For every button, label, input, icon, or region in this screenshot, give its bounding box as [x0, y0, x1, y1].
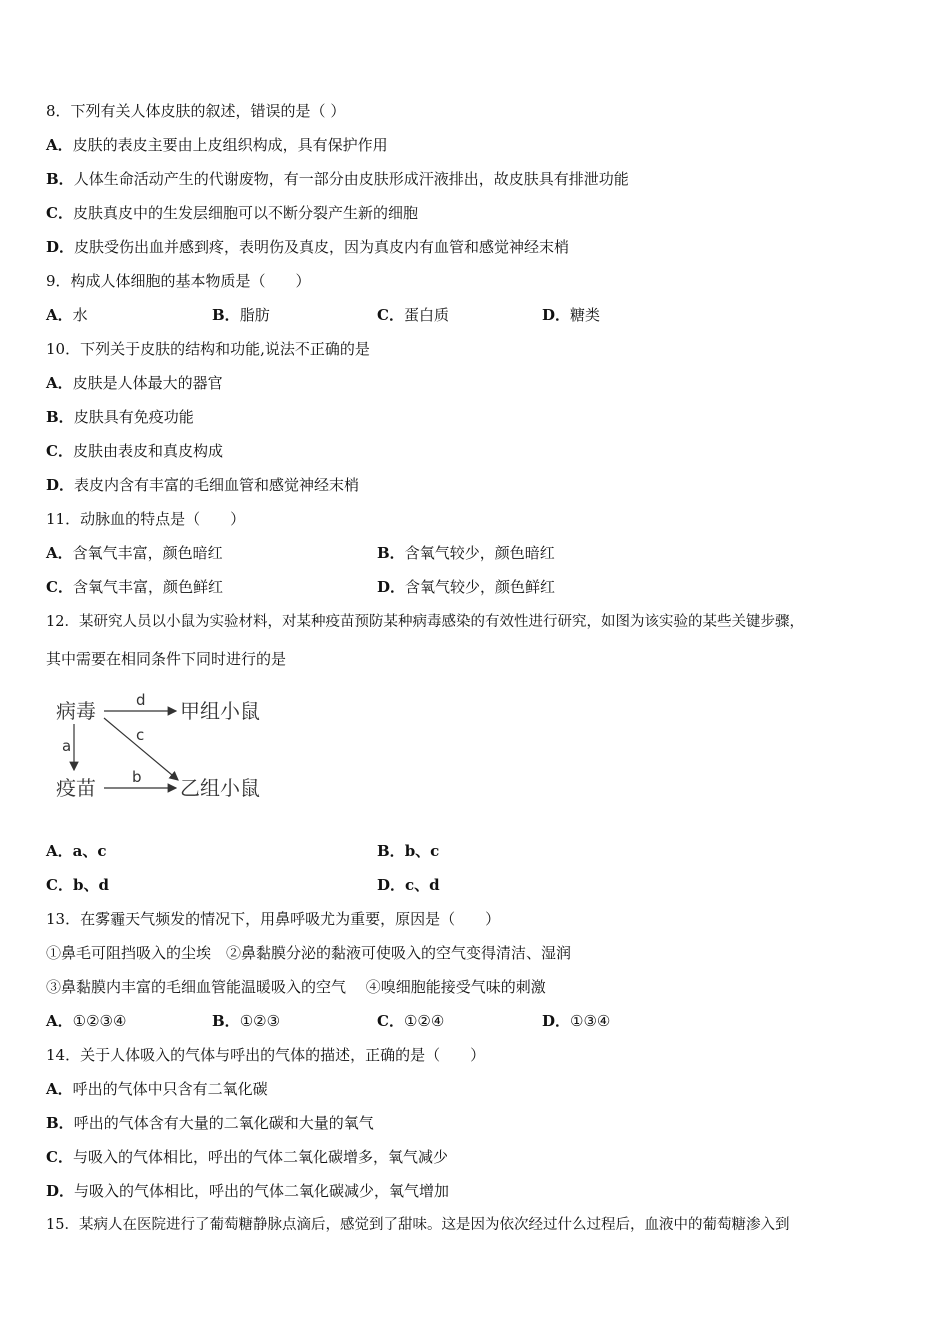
option-label: C． — [46, 442, 73, 460]
option-text: 含氧气丰富，颜色鲜红 — [72, 578, 223, 596]
q10-option-c[interactable] — [46, 441, 223, 461]
option-label: B． — [46, 1114, 74, 1132]
q13-option-b[interactable] — [212, 1011, 280, 1031]
q14-option-d[interactable] — [46, 1181, 449, 1201]
q9-option-b[interactable] — [212, 305, 270, 325]
option-text: 皮肤的表皮主要由上皮组织构成，具有保护作用 — [72, 136, 388, 154]
q8-option-d[interactable] — [46, 237, 569, 257]
option-text: 皮肤是人体最大的器官 — [72, 374, 223, 392]
option-text: 含氧气较少，颜色暗红 — [404, 544, 555, 562]
option-label: C． — [46, 1148, 73, 1166]
q14-option-a[interactable] — [46, 1079, 268, 1099]
option-label: D． — [46, 238, 75, 256]
option-text: 含氧气较少，颜色鲜红 — [405, 578, 556, 596]
q13-stem: 13．在雾霾天气频发的情况下，用鼻呼吸尤为重要，原因是（ ） — [46, 910, 501, 928]
q12-stem-line-2: 其中需要在相同条件下同时进行的是 — [46, 650, 287, 668]
q14-option-b[interactable] — [46, 1113, 374, 1133]
arrow-b-label: b — [132, 768, 142, 786]
option-label: A． — [46, 842, 73, 860]
q11-option-b[interactable] — [377, 543, 555, 563]
option-label: B． — [377, 544, 405, 562]
option-text: 呼出的气体含有大量的二氧化碳和大量的氧气 — [73, 1114, 374, 1132]
q12-stem-line-1: 12．某研究人员以小鼠为实验材料，对某种疫苗预防某种病毒感染的有效性进行研究，如图为该实验的某些关键步骤， — [46, 614, 804, 630]
option-text: ①②③ — [239, 1012, 281, 1030]
option-text: b、d — [72, 876, 109, 894]
q13-statement-line-2: ③鼻黏膜内丰富的毛细血管能温暖吸入的空气 ④嗅细胞能接受气味的刺激 — [46, 978, 546, 996]
arrow-d-label: d — [136, 691, 146, 709]
option-text: 皮肤真皮中的生发层细胞可以不断分裂产生新的细胞 — [72, 204, 418, 222]
option-label: D． — [46, 476, 75, 494]
option-label: D． — [377, 578, 406, 596]
option-text: 糖类 — [570, 306, 601, 324]
q12-experiment-diagram — [52, 688, 272, 808]
option-label: D． — [377, 876, 406, 894]
option-label: A． — [46, 1080, 73, 1098]
option-text: b、c — [404, 842, 440, 860]
q15-stem: 15．某病人在医院进行了葡萄糖静脉点滴后，感觉到了甜味。这是因为依次经过什么过程后，血液中的葡萄糖渗入到 — [46, 1217, 790, 1233]
q13-statement-line-1: ①鼻毛可阻挡吸入的尘埃 ②鼻黏膜分泌的黏液可使吸入的空气变得清洁、湿润 — [46, 944, 572, 962]
q10-stem: 10．下列关于皮肤的结构和功能,说法不正确的是 — [46, 340, 370, 358]
group-yi-label: 乙组小鼠 — [180, 776, 260, 800]
option-text: a、c — [72, 842, 107, 860]
option-label: B． — [212, 306, 240, 324]
option-label: D． — [542, 306, 571, 324]
option-text: 脂肪 — [239, 306, 270, 324]
option-label: B． — [46, 170, 74, 188]
q12-option-b[interactable] — [377, 841, 439, 861]
group-jia-label: 甲组小鼠 — [180, 699, 260, 723]
q14-stem: 14．关于人体吸入的气体与呼出的气体的描述，正确的是（ ） — [46, 1046, 486, 1064]
q11-stem: 11．动脉血的特点是（ ） — [46, 510, 246, 528]
q11-option-a[interactable] — [46, 543, 223, 563]
q10-option-b[interactable] — [46, 407, 194, 427]
option-text: 蛋白质 — [403, 306, 449, 324]
q14-option-c[interactable] — [46, 1147, 448, 1167]
option-text: 表皮内含有丰富的毛细血管和感觉神经末梢 — [74, 476, 360, 494]
option-label: B． — [212, 1012, 240, 1030]
option-text: 含氧气丰富，颜色暗红 — [72, 544, 223, 562]
option-text: 皮肤受伤出血并感到疼，表明伤及真皮，因为真皮内有血管和感觉神经末梢 — [74, 238, 570, 256]
option-text: 水 — [72, 306, 88, 324]
q9-option-d[interactable] — [542, 305, 600, 325]
q8-stem: 8．下列有关人体皮肤的叙述，错误的是（ ） — [46, 102, 346, 120]
option-text: c、d — [405, 876, 440, 894]
q8-option-a[interactable] — [46, 135, 388, 155]
option-label: D． — [542, 1012, 571, 1030]
option-label: C． — [46, 204, 73, 222]
vaccine-label: 疫苗 — [56, 776, 96, 800]
arrow-a-label: a — [62, 737, 72, 755]
q13-option-c[interactable] — [377, 1011, 444, 1031]
option-label: A． — [46, 136, 73, 154]
q9-option-c[interactable] — [377, 305, 449, 325]
option-label: D． — [46, 1182, 75, 1200]
option-label: C． — [377, 306, 404, 324]
q11-option-d[interactable] — [377, 577, 555, 597]
option-label: B． — [46, 408, 74, 426]
q12-option-d[interactable] — [377, 875, 440, 895]
option-label: B． — [377, 842, 405, 860]
q13-option-d[interactable] — [542, 1011, 610, 1031]
virus-label: 病毒 — [56, 699, 96, 723]
option-text: 皮肤由表皮和真皮构成 — [72, 442, 223, 460]
q8-option-b[interactable] — [46, 169, 629, 189]
q9-option-a[interactable] — [46, 305, 88, 325]
q10-option-a[interactable] — [46, 373, 223, 393]
option-label: A． — [46, 374, 73, 392]
q12-option-a[interactable] — [46, 841, 107, 861]
arrow-c-label: c — [136, 726, 145, 744]
option-text: 与吸入的气体相比，呼出的气体二氧化碳减少，氧气增加 — [74, 1182, 450, 1200]
q8-option-c[interactable] — [46, 203, 418, 223]
option-label: C． — [46, 578, 73, 596]
option-text: ①③④ — [570, 1012, 611, 1030]
q9-stem: 9．构成人体细胞的基本物质是（ ） — [46, 272, 311, 290]
option-text: 呼出的气体中只含有二氧化碳 — [72, 1080, 268, 1098]
option-text: 与吸入的气体相比，呼出的气体二氧化碳增多，氧气减少 — [72, 1148, 448, 1166]
option-label: A． — [46, 306, 73, 324]
q10-option-d[interactable] — [46, 475, 359, 495]
option-label: C． — [46, 876, 73, 894]
option-label: C． — [377, 1012, 404, 1030]
option-label: A． — [46, 1012, 73, 1030]
option-text: 皮肤具有免疫功能 — [73, 408, 194, 426]
q13-option-a[interactable] — [46, 1011, 126, 1031]
option-text: ①②④ — [403, 1012, 445, 1030]
q11-option-c[interactable] — [46, 577, 223, 597]
option-text: ①②③④ — [72, 1012, 127, 1030]
option-text: 人体生命活动产生的代谢废物，有一部分由皮肤形成汗液排出，故皮肤具有排泄功能 — [73, 170, 629, 188]
option-label: A． — [46, 544, 73, 562]
q12-option-c[interactable] — [46, 875, 109, 895]
